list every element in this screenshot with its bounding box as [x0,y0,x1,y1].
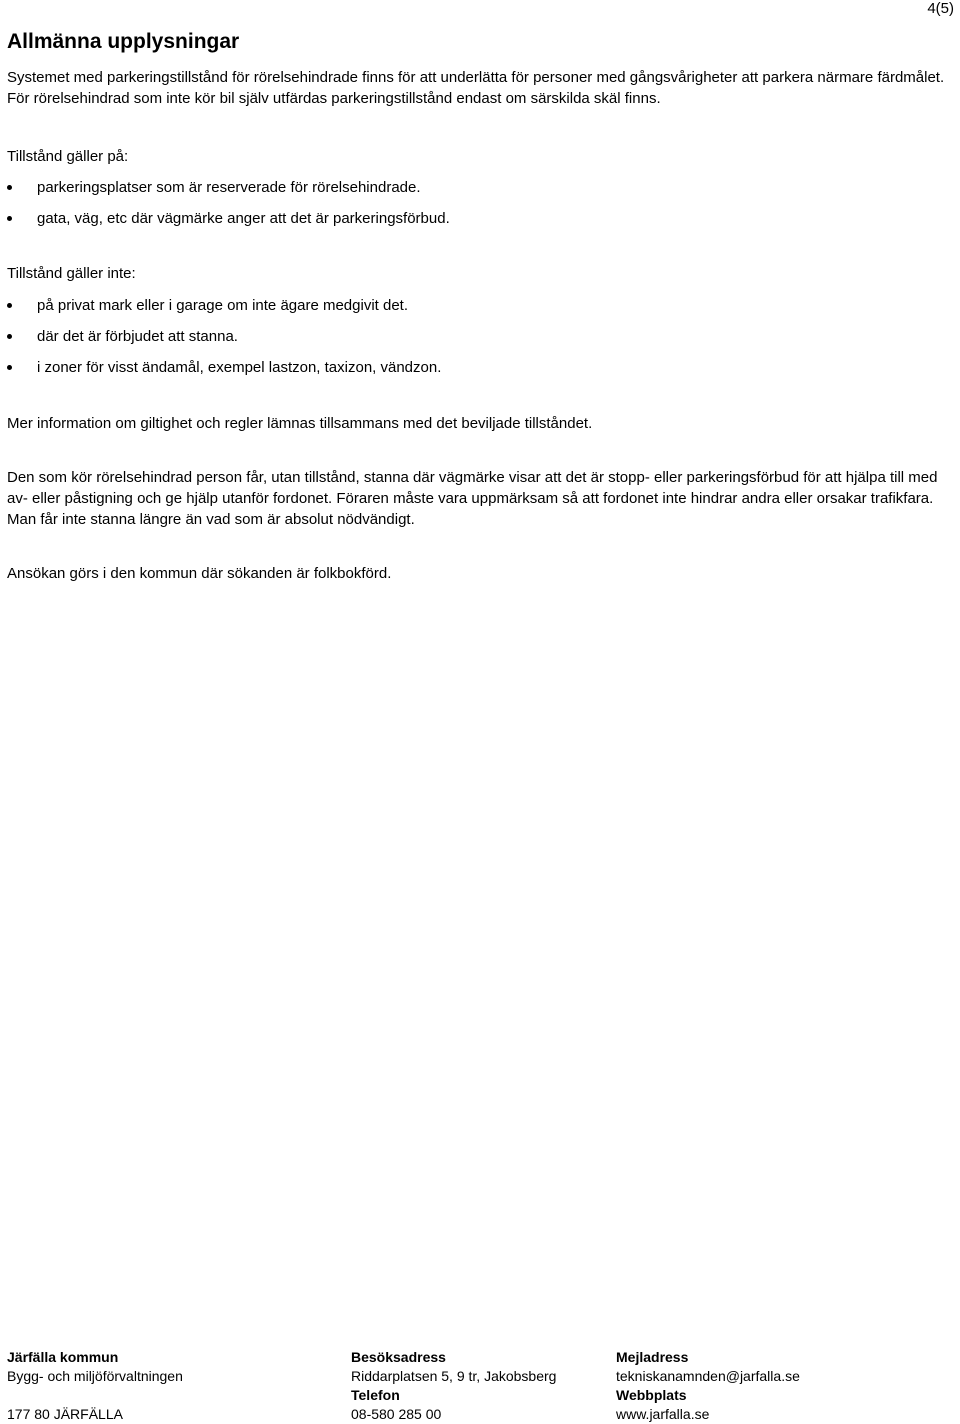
org-name: Järfälla kommun [7,1349,119,1365]
list-item: där det är förbjudet att stanna. [0,326,441,357]
valid-heading: Tillstånd gäller på: [7,148,129,165]
valid-list [0,177,450,239]
list-item: parkeringsplatser som är reserverade för rörelsehindrade. [0,177,450,208]
driver-paragraph: Den som kör rörelsehindrad person får, utan tillstånd, stanna där vägmärke visar att det är stopp- eller parkeringsförbud för att hjälpa till med av- eller påstigning och ge hjälp utanför fordonet. Föraren måste vara uppmärksam så att fordonet inte hindrar andra eller orsakar trafikfara. Man får inte stanna längre än vad som är absolut nödvändigt. [7,469,938,528]
org-postal-address: 177 80 JÄRFÄLLA [7,1406,123,1422]
more-info-paragraph: Mer information om giltighet och regler lämnas tillsammans med det beviljade tillståndet. [7,415,593,432]
footer-contact [351,1348,556,1424]
list-item: gata, väg, etc där vägmärke anger att det är parkeringsförbud. [0,208,450,239]
application-paragraph: Ansökan görs i den kommun där sökanden är folkbokförd. [7,565,392,582]
invalid-list [0,295,441,388]
email-link[interactable]: tekniskanamnden@jarfalla.se [616,1368,800,1384]
phone-label: Telefon [351,1387,400,1403]
website-link[interactable]: www.jarfalla.se [616,1406,710,1422]
invalid-heading: Tillstånd gäller inte: [7,265,136,282]
phone-number: 08-580 285 00 [351,1406,442,1422]
page-number: 4(5) [927,0,954,17]
list-item: i zoner för visst ändamål, exempel lastzon, taxizon, vändzon. [0,357,441,388]
list-item: på privat mark eller i garage om inte ägare medgivit det. [0,295,441,326]
intro-paragraph: Systemet med parkeringstillstånd för rörelsehindrade finns för att underlätta för personer med gångsvårigheter att parkera närmare färdmålet. För rörelsehindrad som inte kör bil själv utfärdas parkeringstillstånd endast om särskilda skäl finns. [7,69,945,107]
email-label: Mejladress [616,1349,689,1365]
footer-web [616,1348,800,1424]
org-department: Bygg- och miljöförvaltningen [7,1368,183,1384]
page-title: Allmänna upplysningar [7,30,240,53]
visit-address-label: Besöksadress [351,1349,446,1365]
footer-org [7,1348,183,1424]
visit-address: Riddarplatsen 5, 9 tr, Jakobsberg [351,1368,557,1384]
website-label: Webbplats [616,1387,687,1403]
